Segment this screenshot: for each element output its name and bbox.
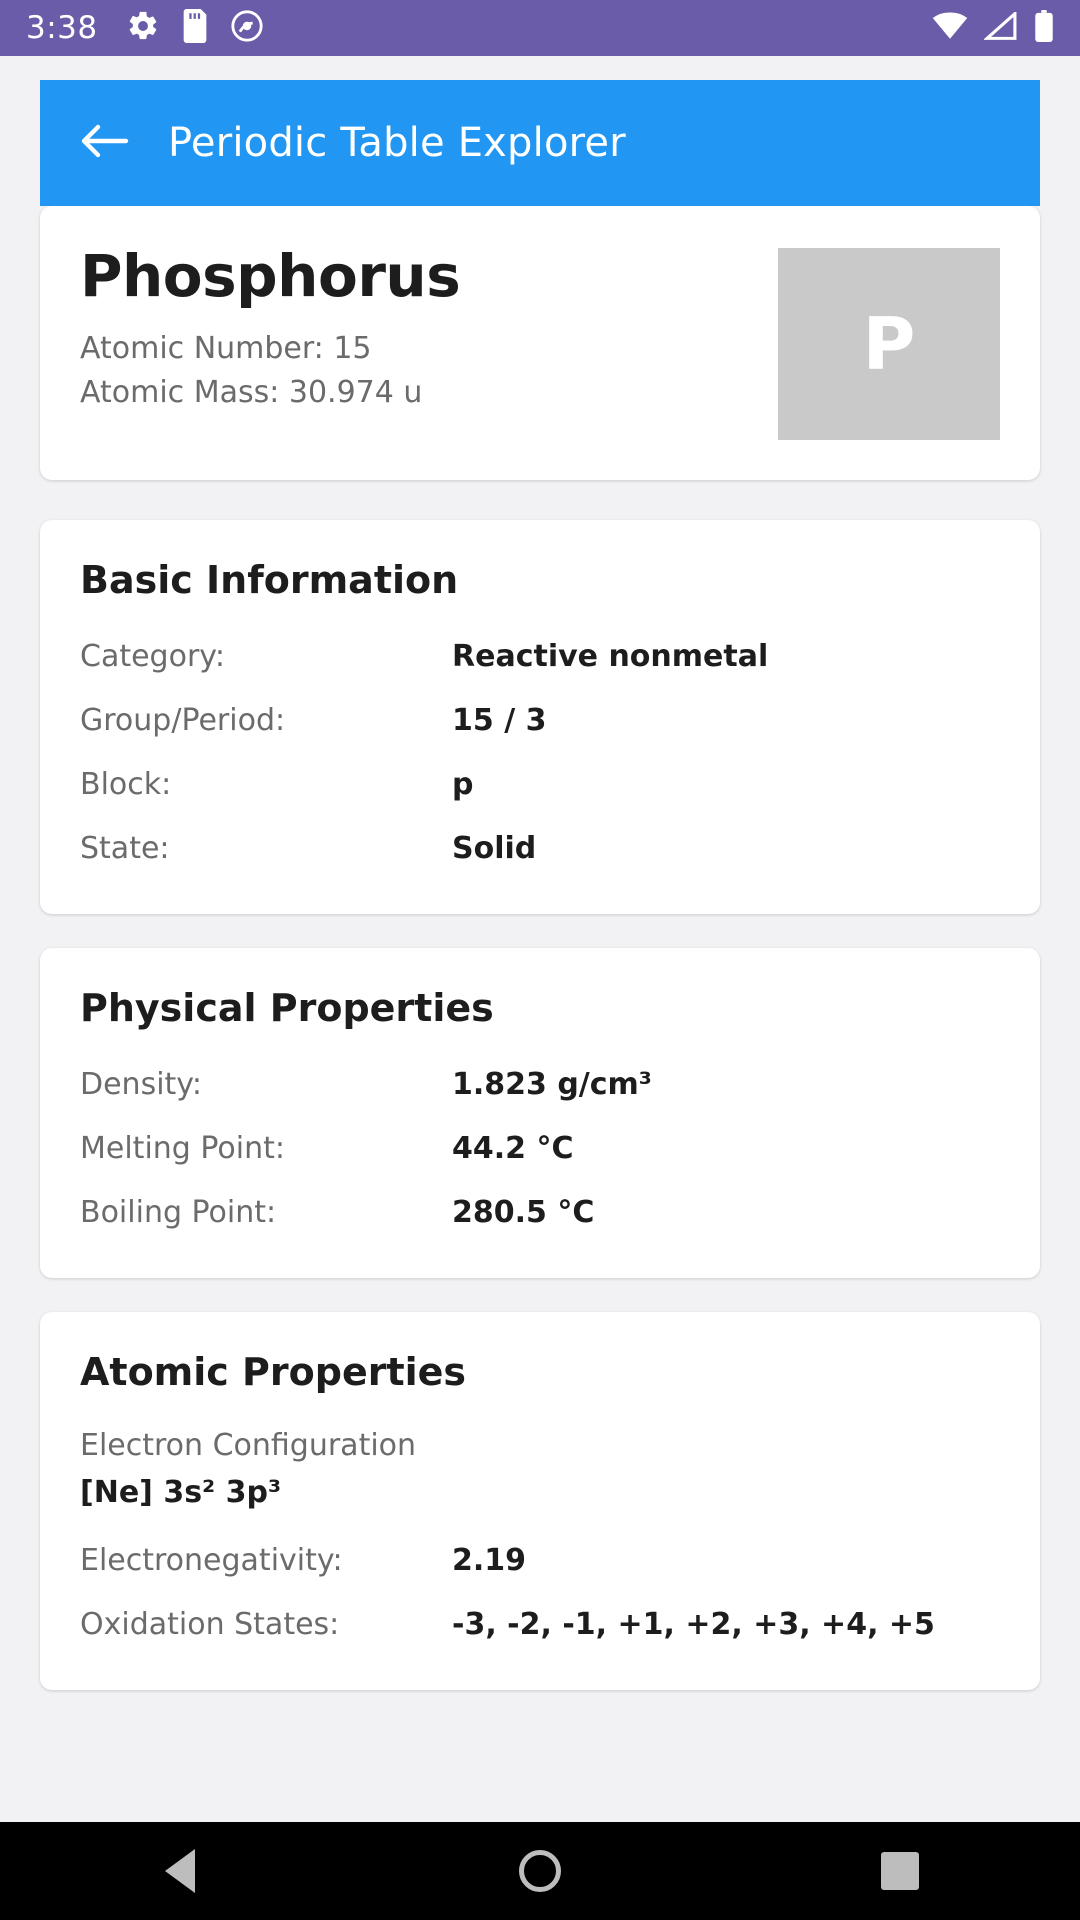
status-clock: 3:38 (26, 10, 98, 46)
row-label: Melting Point: (80, 1131, 285, 1166)
row-value: Reactive nonmetal (452, 639, 769, 674)
status-bar (0, 0, 1080, 56)
physical-properties-card (40, 948, 1040, 1278)
nav-recents-button[interactable] (840, 1822, 960, 1920)
nav-back-button[interactable] (120, 1822, 240, 1920)
row-label: Oxidation States: (80, 1607, 340, 1642)
gear-icon (126, 9, 160, 47)
table-row (80, 700, 1000, 742)
element-atomic-number: Atomic Number: 15 (80, 330, 372, 366)
row-label: Category: (80, 639, 225, 674)
nav-back-icon (165, 1849, 195, 1893)
electron-configuration-label: Electron Configuration (80, 1428, 417, 1463)
row-label: Group/Period: (80, 703, 286, 738)
row-value: 280.5 °C (452, 1195, 595, 1230)
atomic-properties-title: Atomic Properties (80, 1350, 467, 1394)
element-hero-card (40, 206, 1040, 480)
table-row (80, 1192, 1000, 1234)
electron-configuration-value: [Ne] 3s² 3p³ (80, 1475, 282, 1510)
battery-icon (1034, 10, 1054, 46)
element-atomic-mass: Atomic Mass: 30.974 u (80, 375, 423, 411)
row-value: 2.19 (452, 1543, 527, 1578)
basic-information-title: Basic Information (80, 558, 459, 602)
table-row (80, 1540, 1000, 1582)
row-value: -3, -2, -1, +1, +2, +3, +4, +5 (452, 1607, 935, 1642)
status-icons-right (932, 10, 1054, 46)
system-nav-bar (0, 1822, 1080, 1920)
status-icons-left (126, 9, 264, 47)
row-label: Boiling Point: (80, 1195, 277, 1230)
row-value: Solid (452, 831, 537, 866)
row-value: p (452, 767, 474, 802)
element-symbol-tile: P (778, 248, 1000, 440)
row-value: 44.2 °C (452, 1131, 574, 1166)
table-row (80, 636, 1000, 678)
physical-properties-title: Physical Properties (80, 986, 494, 1030)
back-button[interactable] (76, 114, 134, 172)
nav-home-button[interactable] (480, 1822, 600, 1920)
table-row (80, 828, 1000, 870)
wifi-icon (932, 12, 968, 44)
arrow-left-icon (80, 121, 130, 165)
table-row (80, 1604, 1000, 1646)
row-label: Electronegativity: (80, 1543, 343, 1578)
element-hero-text (80, 242, 778, 415)
row-label: Block: (80, 767, 172, 802)
cellular-signal-icon (984, 12, 1018, 44)
table-row (80, 1064, 1000, 1106)
page-title: Periodic Table Explorer (168, 120, 626, 166)
nav-recents-icon (881, 1852, 919, 1890)
nav-home-icon (519, 1850, 561, 1892)
content-scroll-area[interactable] (0, 206, 1080, 1822)
row-label: Density: (80, 1067, 202, 1102)
app-bar (40, 80, 1040, 206)
row-value: 1.823 g/cm³ (452, 1067, 652, 1102)
atomic-properties-card (40, 1312, 1040, 1690)
row-value: 15 / 3 (452, 703, 547, 738)
basic-information-card (40, 520, 1040, 914)
screen-record-icon (230, 9, 264, 47)
table-row (80, 764, 1000, 806)
row-label: State: (80, 831, 170, 866)
element-name: Phosphorus (80, 242, 461, 310)
sd-card-icon (180, 9, 210, 47)
table-row (80, 1128, 1000, 1170)
